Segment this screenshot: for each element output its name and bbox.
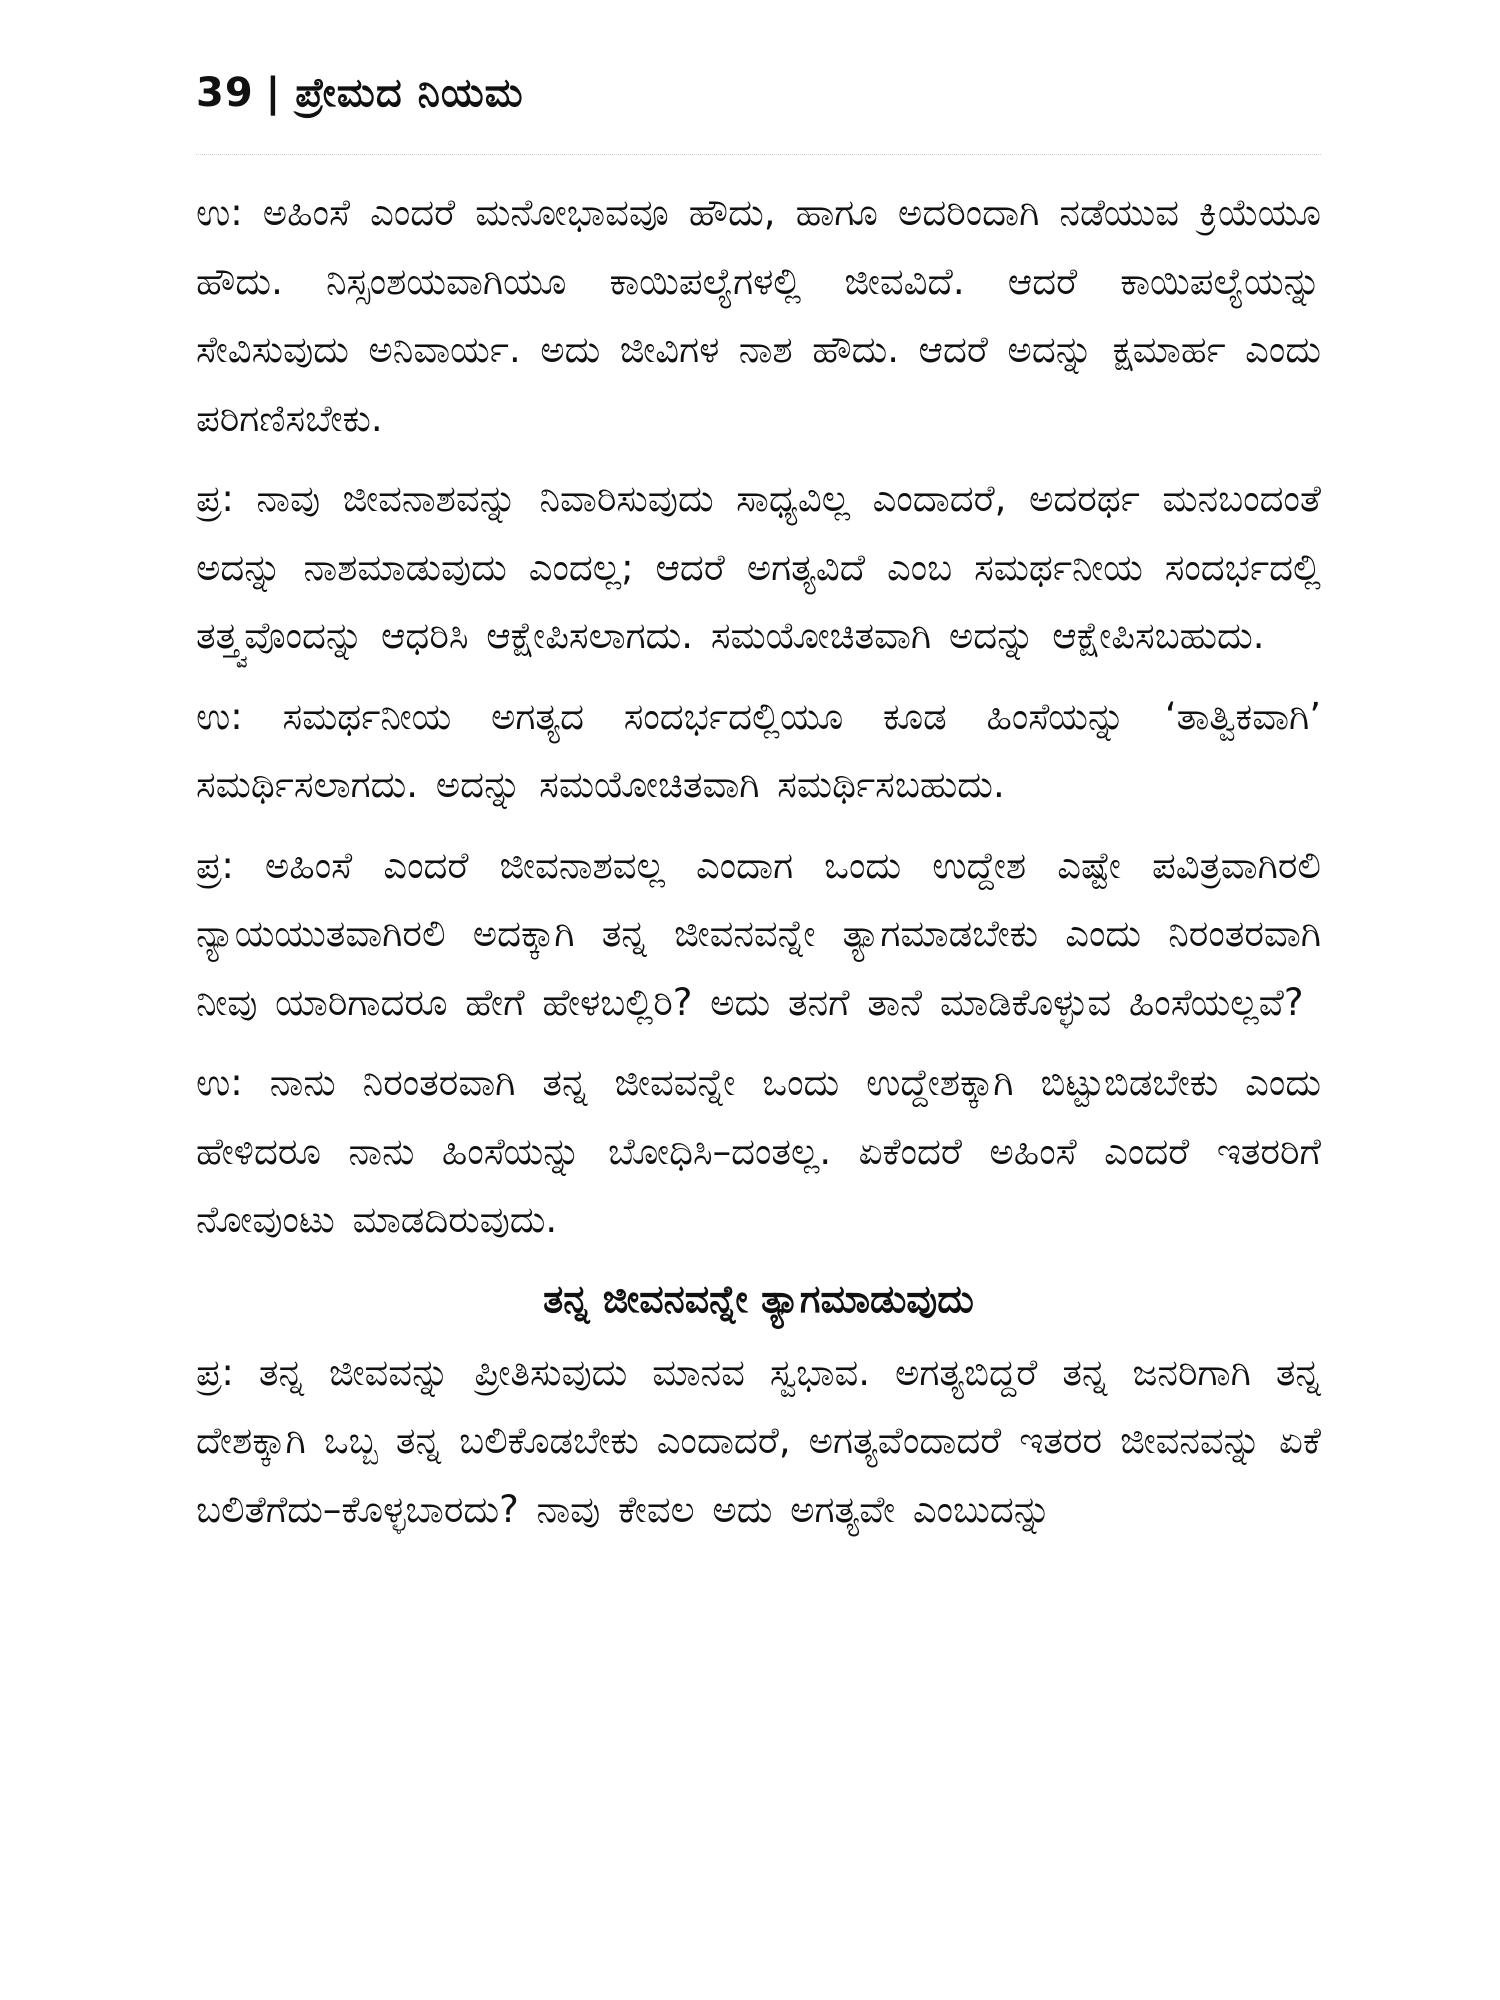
question-label: ಪ್ರ: [196,477,234,520]
paragraph-text: ನಾನು ನಿರಂತರವಾಗಿ ತನ್ನ ಜೀವವನ್ನೇ ಒಂದು ಉದ್ದೇಶಕ್ಕಾಗಿ ಬಿಟ್ಟುಬಿಡಬೇಕು ಎಂದು ಹೇಳಿದರೂ ನಾನು ಹಿಂಸೆಯನ್ನು ಬೋಧಿಸಿ–ದಂತಲ್ಲ. ಏಕೆಂದರೆ ಅಹಿಂಸೆ ಎಂದರೆ ಇತರರಿಗೆ ನೋವುಂಟು ಮಾಡದಿರುವುದು. [196,1061,1321,1241]
answer-paragraph [196,1049,1321,1255]
book-title: ಪ್ರೇಮದ ನಿಯಮ [295,70,524,116]
answer-label: ಉ: [196,191,243,234]
paragraph-text: ಸಮರ್ಥನೀಯ ಅಗತ್ಯದ ಸಂದರ್ಭದಲ್ಲಿಯೂ ಕೂಡ ಹಿಂಸೆಯನ್ನು ‘ತಾತ್ವಿಕವಾಗಿ’ ಸಮರ್ಥಿಸಲಾಗದು. ಅದನ್ನು ಸಮಯೋಚಿತವಾಗಿ ಸಮರ್ಥಿಸಬಹುದು. [196,694,1322,806]
section-heading: ತನ್ನ ಜೀವನವನ್ನೇ ತ್ಯಾಗಮಾಡುವುದು [543,1276,974,1321]
question-paragraph [196,832,1321,1038]
page-content [196,179,1321,1544]
paragraph-text: ಅಹಿಂಸೆ ಎಂದರೆ ಮನೋಭಾವವೂ ಹೌದು, ಹಾಗೂ ಅದರಿಂದಾಗಿ ನಡೆಯುವ ಕ್ರಿಯೆಯೂ ಹೌದು. ನಿಸ್ಸಂಶಯವಾಗಿಯೂ ಕಾಯಿಪಲ್ಯೆಗಳಲ್ಲಿ ಜೀವವಿದೆ. ಆದರೆ ಕಾಯಿಪಲ್ಯೆಯನ್ನು ಸೇವಿಸುವುದು ಅನಿವಾರ್ಯ. ಅದು ಜೀವಿಗಳ ನಾಶ ಹೌದು. ಆದರೆ ಅದನ್ನು ಕ್ಷಮಾರ್ಹ ಎಂದು ಪರಿಗಣಿಸಬೇಕು. [196,191,1322,440]
question-label: ಪ್ರ: [196,843,234,887]
paragraph-text: ನಾವು ಜೀವನಾಶವನ್ನು ನಿವಾರಿಸುವುದು ಸಾಧ್ಯವಿಲ್ಲ ಎಂದಾದರೆ, ಅದರರ್ಥ ಮನಬಂದಂತೆ ಅದನ್ನು ನಾಶಮಾಡುವುದು ಎಂದಲ್ಲ; ಆದರೆ ಅಗತ್ಯವಿದೆ ಎಂಬ ಸಮರ್ಥನೀಯ ಸಂದರ್ಭದಲ್ಲಿ ತತ್ತ್ವವೊಂದನ್ನು ಆಧರಿಸಿ ಆಕ್ಷೇಪಿಸಲಾಗದು. ಸಮಯೋಚಿತವಾಗಿ ಅದನ್ನು ಆಕ್ಷೇಪಿಸಬಹುದು. [196,477,1321,657]
header-rule [196,154,1321,155]
answer-paragraph [196,683,1321,820]
question-paragraph [196,465,1321,671]
answer-paragraph [196,179,1321,453]
page-number: 39 [196,70,254,116]
answer-label: ಉ: [196,694,243,738]
answer-label: ಉ: [196,1061,243,1104]
paragraph-text: ಅಹಿಂಸೆ ಎಂದರೆ ಜೀವನಾಶವಲ್ಲ ಎಂದಾಗ ಒಂದು ಉದ್ದೇಶ ಎಷ್ಟೇ ಪವಿತ್ರವಾಗಿರಲಿ ನ್ಯಾಯಯುತವಾಗಿರಲಿ ಅದಕ್ಕಾಗಿ ತನ್ನ ಜೀವನವನ್ನೇ ತ್ಯಾಗಮಾಡಬೇಕು ಎಂದು ನಿರಂತರವಾಗಿ ನೀವು ಯಾರಿಗಾದರೂ ಹೇಗೆ ಹೇಳಬಲ್ಲಿರಿ? ಅದು ತನಗೆ ತಾನೆ ಮಾಡಿಕೊಳ್ಳುವ ಹಿಂಸೆಯಲ್ಲವೆ? [196,843,1321,1024]
book-page [196,70,1321,1556]
question-paragraph [196,1339,1321,1545]
page-header [196,70,1321,130]
question-label: ಪ್ರ: [196,1350,234,1394]
paragraph-text: ತನ್ನ ಜೀವವನ್ನು ಪ್ರೀತಿಸುವುದು ಮಾನವ ಸ್ವಭಾವ. ಅಗತ್ಯಬಿದ್ದರೆ ತನ್ನ ಜನರಿಗಾಗಿ ತನ್ನ ದೇಶಕ್ಕಾಗಿ ಒಬ್ಬ ತನ್ನ ಬಲಿಕೊಡಬೇಕು ಎಂದಾದರೆ, ಅಗತ್ಯವೆಂದಾದರೆ ಇತರರ ಜೀವನವನ್ನು ಏಕೆ ಬಲಿತೆಗೆದು–ಕೊಳ್ಳಬಾರದು? ನಾವು ಕೇವಲ ಅದು ಅಗತ್ಯವೇ ಎಂಬುದನ್ನು [196,1350,1321,1531]
header-separator: | [265,70,282,116]
